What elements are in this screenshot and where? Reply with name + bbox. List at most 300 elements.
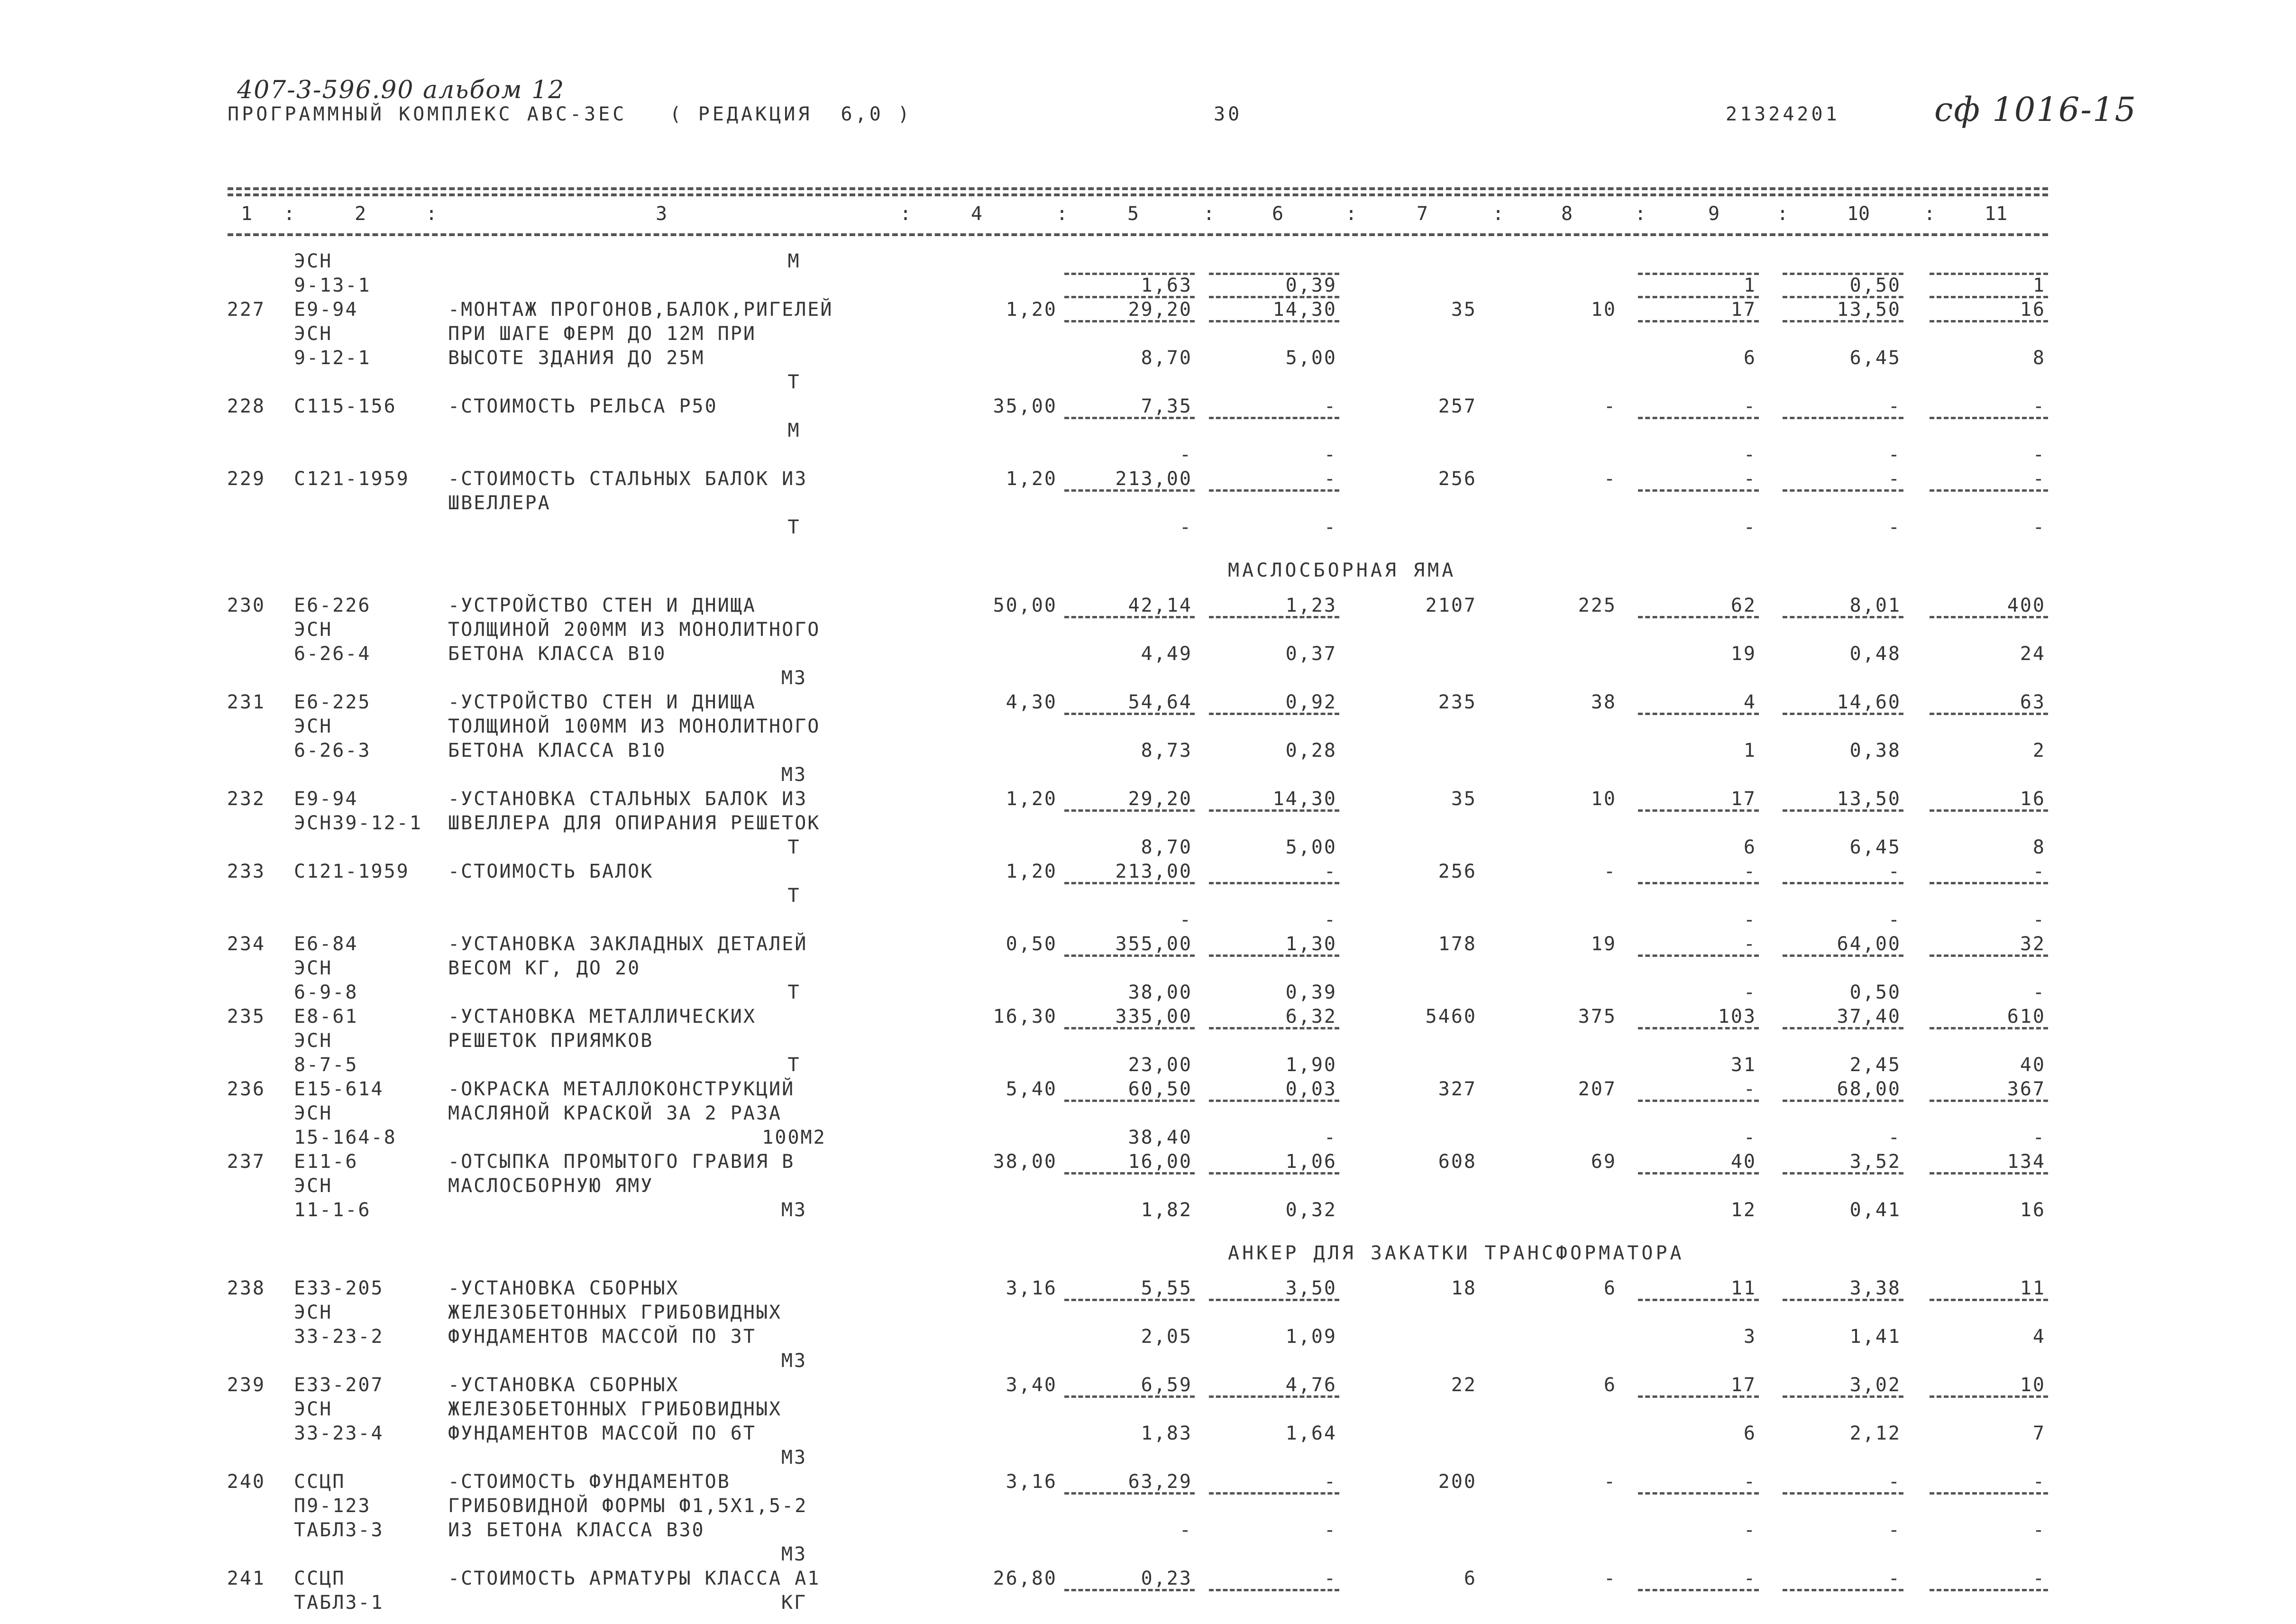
cell-c2: 8-7-5 xyxy=(294,1054,358,1076)
cell-c2: 6-26-4 xyxy=(294,643,371,665)
cell-c2: С115-156 xyxy=(294,395,397,417)
cell-c3: ШВЕЛЛЕРА ДЛЯ ОПИРАНИЯ РЕШЕТОК xyxy=(448,812,821,834)
cell-u: М3 xyxy=(781,1350,807,1372)
cell-c7: 200 xyxy=(1438,1471,1477,1493)
cell-c6: 6,32 xyxy=(1285,1006,1337,1028)
cell-c9: - xyxy=(1743,1078,1756,1100)
cell-c4: 5,40 xyxy=(1006,1078,1057,1100)
cell-n: 227 xyxy=(227,299,265,321)
underline-col6 xyxy=(1209,417,1339,419)
cell-c6: 0,32 xyxy=(1285,1199,1337,1221)
cell-c6: - xyxy=(1324,395,1337,417)
column-separator: : xyxy=(1634,203,1647,225)
cell-c6: 0,39 xyxy=(1285,982,1337,1003)
cell-c6: - xyxy=(1324,444,1337,466)
cell-c4: 4,30 xyxy=(1006,691,1057,713)
underline-col6 xyxy=(1209,1100,1339,1102)
cell-c3: -СТОИМОСТЬ РЕЛЬСА Р50 xyxy=(448,395,718,417)
cell-c11: 16 xyxy=(2020,788,2046,810)
cell-u: М3 xyxy=(781,667,807,689)
column-header-4: 4 xyxy=(970,203,983,225)
cell-c6: 0,92 xyxy=(1285,691,1337,713)
column-separator: : xyxy=(425,203,438,225)
cell-c11: - xyxy=(2032,444,2046,466)
cell-c7: 2107 xyxy=(1425,595,1477,616)
underline-col11 xyxy=(1930,1100,2048,1102)
cell-c9: 17 xyxy=(1730,299,1756,321)
cell-c3: -СТОИМОСТЬ ФУНДАМЕНТОВ xyxy=(448,1471,731,1493)
cell-c8: 207 xyxy=(1578,1078,1617,1100)
underline-col9 xyxy=(1638,882,1759,884)
underline-col9 xyxy=(1638,1027,1759,1029)
cell-c7: 35 xyxy=(1451,788,1477,810)
column-header-8: 8 xyxy=(1561,203,1573,225)
cell-c10: - xyxy=(1888,1519,1901,1541)
cell-c10: - xyxy=(1888,1127,1901,1148)
underline-col6 xyxy=(1209,1299,1339,1301)
column-header-5: 5 xyxy=(1127,203,1139,225)
cell-c3: -УСТРОЙСТВО СТЕН И ДНИЩА xyxy=(448,595,756,616)
handwritten-code: сф 1016-15 xyxy=(1934,90,2137,129)
cell-c11: - xyxy=(2032,1127,2046,1148)
cell-c10: 0,50 xyxy=(1849,275,1901,296)
cell-c6: 1,06 xyxy=(1285,1151,1337,1173)
cell-c3: ПРИ ШАГЕ ФЕРМ ДО 12М ПРИ xyxy=(448,323,756,345)
column-header-10: 10 xyxy=(1847,203,1870,225)
cell-n: 237 xyxy=(227,1151,265,1173)
cell-c4: 26,80 xyxy=(993,1568,1057,1589)
cell-c7: 257 xyxy=(1438,395,1477,417)
cell-c3: ФУНДАМЕНТОВ МАССОЙ ПО 3Т xyxy=(448,1326,756,1348)
cell-c8: 38 xyxy=(1591,691,1617,713)
cell-c9: 4 xyxy=(1743,691,1756,713)
cell-c9: 19 xyxy=(1730,643,1756,665)
cell-c5: 38,40 xyxy=(1128,1127,1192,1148)
cell-c8: 19 xyxy=(1591,933,1617,955)
cell-c9: - xyxy=(1743,516,1756,538)
cell-u: М xyxy=(787,250,801,272)
cell-c9: - xyxy=(1743,1568,1756,1589)
cell-c3: ЖЕЛЕЗОБЕТОННЫХ ГРИБОВИДНЫХ xyxy=(448,1302,782,1323)
cell-c9: 17 xyxy=(1730,788,1756,810)
underline-col11 xyxy=(1930,1027,2048,1029)
cell-c10: 6,45 xyxy=(1849,836,1901,858)
underline-col6 xyxy=(1209,954,1339,957)
cell-c6: - xyxy=(1324,468,1337,490)
underline-col9 xyxy=(1638,616,1759,618)
cell-c2: С121-1959 xyxy=(294,861,410,882)
cell-c9: 1 xyxy=(1743,275,1756,296)
cell-c6: - xyxy=(1324,1471,1337,1493)
cell-n: 238 xyxy=(227,1277,265,1299)
cell-c10: - xyxy=(1888,1568,1901,1589)
cell-c2: Е9-94 xyxy=(294,788,358,810)
underline-col10 xyxy=(1783,1027,1903,1029)
cell-c8: 6 xyxy=(1603,1374,1617,1396)
underline-col5 xyxy=(1064,320,1195,322)
cell-c9: 17 xyxy=(1730,1374,1756,1396)
cell-c10: 0,50 xyxy=(1849,982,1901,1003)
cell-c7: 6 xyxy=(1464,1568,1477,1589)
cell-c10: 13,50 xyxy=(1837,299,1901,321)
cell-c5: 54,64 xyxy=(1128,691,1192,713)
cell-c3: -СТОИМОСТЬ АРМАТУРЫ КЛАССА А1 xyxy=(448,1568,821,1589)
cell-c6: 1,23 xyxy=(1285,595,1337,616)
cell-c8: 375 xyxy=(1578,1006,1617,1028)
cell-c11: 10 xyxy=(2020,1374,2046,1396)
column-header-2: 2 xyxy=(354,203,366,225)
cell-c4: 3,16 xyxy=(1006,1277,1057,1299)
underline-col9 xyxy=(1638,954,1759,957)
cell-u: Т xyxy=(787,516,801,538)
cell-c5: 29,20 xyxy=(1128,299,1192,321)
underline-col5 xyxy=(1064,1100,1195,1102)
underline-col10 xyxy=(1783,1100,1903,1102)
underline-col5 xyxy=(1064,1492,1195,1495)
cell-c7: 18 xyxy=(1451,1277,1477,1299)
underline-col9 xyxy=(1638,1100,1759,1102)
cell-c11: - xyxy=(2032,516,2046,538)
underline-col9 xyxy=(1638,713,1759,715)
cell-u: 100М2 xyxy=(762,1127,826,1148)
cell-c10: - xyxy=(1888,516,1901,538)
underline-col5 xyxy=(1064,296,1195,298)
cell-c2: 6-26-3 xyxy=(294,740,371,762)
cell-c2: 9-12-1 xyxy=(294,347,371,369)
cell-c6: - xyxy=(1324,1127,1337,1148)
underline-col6 xyxy=(1209,1395,1339,1398)
underline-col10 xyxy=(1783,296,1903,298)
cell-c11: - xyxy=(2032,1568,2046,1589)
cell-n: 231 xyxy=(227,691,265,713)
cell-c5: 8,73 xyxy=(1141,740,1192,762)
cell-c5: 213,00 xyxy=(1115,468,1192,490)
cell-n: 241 xyxy=(227,1568,265,1589)
cell-c5: 38,00 xyxy=(1128,982,1192,1003)
cell-c2: 11-1-6 xyxy=(294,1199,371,1221)
cell-c2: ЭСН39-12-1 xyxy=(294,812,422,834)
cell-c7: 35 xyxy=(1451,299,1477,321)
underline-col5 xyxy=(1064,713,1195,715)
cell-c2: ЭСН xyxy=(294,250,333,272)
cell-c2: ССЦП xyxy=(294,1568,346,1589)
cell-c5: - xyxy=(1179,516,1192,538)
cell-c2: ЭСН xyxy=(294,1302,333,1323)
underline-col9 xyxy=(1638,296,1759,298)
cell-c3: МАСЛОСБОРНУЮ ЯМУ xyxy=(448,1175,654,1197)
cell-c6: 3,50 xyxy=(1285,1277,1337,1299)
cell-c3: -УСТАНОВКА СБОРНЫХ xyxy=(448,1277,679,1299)
cell-c9: 6 xyxy=(1743,1422,1756,1444)
cell-c11: - xyxy=(2032,1519,2046,1541)
cell-c5: 60,50 xyxy=(1128,1078,1192,1100)
underline-col10 xyxy=(1783,713,1903,715)
cell-c8: - xyxy=(1603,1568,1617,1589)
cell-c2: ССЦП xyxy=(294,1471,346,1493)
cell-c5: 355,00 xyxy=(1115,933,1192,955)
cell-c6: 1,90 xyxy=(1285,1054,1337,1076)
cell-c5: 0,23 xyxy=(1141,1568,1192,1589)
underline-col11 xyxy=(1930,809,2048,812)
cell-c10: - xyxy=(1888,395,1901,417)
column-separator: : xyxy=(1492,203,1504,225)
column-separator: : xyxy=(1345,203,1357,225)
cell-c4: 1,20 xyxy=(1006,468,1057,490)
cell-c6: 1,09 xyxy=(1285,1326,1337,1348)
underline-col11 xyxy=(1930,1395,2048,1398)
cell-c7: 178 xyxy=(1438,933,1477,955)
cell-c11: - xyxy=(2032,1471,2046,1493)
cell-c9: 12 xyxy=(1730,1199,1756,1221)
cell-c3: -УСТАНОВКА МЕТАЛЛИЧЕСКИХ xyxy=(448,1006,756,1028)
header-bottom-rule xyxy=(228,233,2048,236)
cell-c11: 7 xyxy=(2032,1422,2046,1444)
cell-c5: 7,35 xyxy=(1141,395,1192,417)
cell-c3: -МОНТАЖ ПРОГОНОВ,БАЛОК,РИГЕЛЕЙ xyxy=(448,299,833,321)
cell-c9: 103 xyxy=(1718,1006,1756,1028)
cell-c3: ВЕСОМ КГ, ДО 20 xyxy=(448,957,641,979)
cell-c5: 1,83 xyxy=(1141,1422,1192,1444)
cell-c2: ЭСН xyxy=(294,1030,333,1052)
cell-c11: 32 xyxy=(2020,933,2046,955)
underline-col10 xyxy=(1783,809,1903,812)
cell-n: 229 xyxy=(227,468,265,490)
underline-col10 xyxy=(1783,1492,1903,1495)
cell-c5: 4,49 xyxy=(1141,643,1192,665)
cell-c2: Е9-94 xyxy=(294,299,358,321)
underline-col11 xyxy=(1930,296,2048,298)
underline-col6 xyxy=(1209,713,1339,715)
column-separator: : xyxy=(1056,203,1068,225)
cell-n: 236 xyxy=(227,1078,265,1100)
cell-c2: ТАБЛ3-3 xyxy=(294,1519,384,1541)
underline-col11 xyxy=(1930,616,2048,618)
underline-col9 xyxy=(1638,1395,1759,1398)
cell-c5: 5,55 xyxy=(1141,1277,1192,1299)
cell-c11: 16 xyxy=(2020,1199,2046,1221)
cell-u: М3 xyxy=(781,1543,807,1565)
cell-c9: - xyxy=(1743,982,1756,1003)
cell-c4: 1,20 xyxy=(1006,299,1057,321)
cell-n: 240 xyxy=(227,1471,265,1493)
cell-c10: - xyxy=(1888,1471,1901,1493)
cell-u: Т xyxy=(787,885,801,907)
cell-n: 235 xyxy=(227,1006,265,1028)
program-title: ПРОГРАММНЫЙ КОМПЛЕКС АВС-3ЕС ( РЕДАКЦИЯ 6,0 ) xyxy=(228,103,912,125)
cell-c7: 22 xyxy=(1451,1374,1477,1396)
cell-c11: 1 xyxy=(2032,275,2046,296)
underline-col6 xyxy=(1209,1027,1339,1029)
cell-c2: Е6-226 xyxy=(294,595,371,616)
underline-col10 xyxy=(1783,273,1903,275)
column-header-11: 11 xyxy=(1984,203,2008,225)
cell-n: 233 xyxy=(227,861,265,882)
cell-c9: 31 xyxy=(1730,1054,1756,1076)
cell-c3: -СТОИМОСТЬ СТАЛЬНЫХ БАЛОК ИЗ xyxy=(448,468,808,490)
cell-c11: 367 xyxy=(2007,1078,2046,1100)
cell-u: Т xyxy=(787,982,801,1003)
cell-c10: 3,02 xyxy=(1849,1374,1901,1396)
cell-c4: 1,20 xyxy=(1006,788,1057,810)
table-top-rule xyxy=(228,187,2048,190)
cell-c11: 2 xyxy=(2032,740,2046,762)
cell-c10: - xyxy=(1888,909,1901,931)
cell-c11: 400 xyxy=(2007,595,2046,616)
underline-col6 xyxy=(1209,616,1339,618)
cell-c3: БЕТОНА КЛАССА В10 xyxy=(448,740,667,762)
cell-c5: 29,20 xyxy=(1128,788,1192,810)
cell-c10: 2,45 xyxy=(1849,1054,1901,1076)
underline-col11 xyxy=(1930,273,2048,275)
underline-col6 xyxy=(1209,1492,1339,1495)
cell-c11: - xyxy=(2032,909,2046,931)
section-heading: МАСЛОСБОРНАЯ ЯМА xyxy=(1228,560,1456,581)
cell-c2: П9-123 xyxy=(294,1495,371,1517)
cell-c9: 6 xyxy=(1743,836,1756,858)
cell-c10: 14,60 xyxy=(1837,691,1901,713)
document-code: 21324201 xyxy=(1726,103,1840,125)
cell-c8: 10 xyxy=(1591,788,1617,810)
cell-c5: 1,82 xyxy=(1141,1199,1192,1221)
cell-c10: - xyxy=(1888,861,1901,882)
cell-c4: 16,30 xyxy=(993,1006,1057,1028)
cell-c5: - xyxy=(1179,1519,1192,1541)
underline-col5 xyxy=(1064,1299,1195,1301)
cell-c6: 0,03 xyxy=(1285,1078,1337,1100)
cell-c7: 5460 xyxy=(1425,1006,1477,1028)
cell-c11: 610 xyxy=(2007,1006,2046,1028)
cell-c6: 14,30 xyxy=(1272,788,1337,810)
cell-c4: 50,00 xyxy=(993,595,1057,616)
cell-c2: 9-13-1 xyxy=(294,275,371,296)
underline-col6 xyxy=(1209,296,1339,298)
cell-c5: 42,14 xyxy=(1128,595,1192,616)
underline-col6 xyxy=(1209,273,1339,275)
cell-c6: - xyxy=(1324,1568,1337,1589)
underline-col9 xyxy=(1638,489,1759,492)
cell-c3: ЖЕЛЕЗОБЕТОННЫХ ГРИБОВИДНЫХ xyxy=(448,1398,782,1420)
cell-c8: - xyxy=(1603,861,1617,882)
cell-c6: 4,76 xyxy=(1285,1374,1337,1396)
cell-c2: 33-23-4 xyxy=(294,1422,384,1444)
cell-c10: 3,52 xyxy=(1849,1151,1901,1173)
cell-c8: - xyxy=(1603,468,1617,490)
underline-col10 xyxy=(1783,417,1903,419)
underline-col9 xyxy=(1638,417,1759,419)
underline-col10 xyxy=(1783,1172,1903,1174)
cell-c10: - xyxy=(1888,468,1901,490)
cell-c6: 1,64 xyxy=(1285,1422,1337,1444)
cell-c2: ТАБЛ3-1 xyxy=(294,1592,384,1614)
cell-c2: Е6-225 xyxy=(294,691,371,713)
cell-c4: 0,50 xyxy=(1006,933,1057,955)
underline-col5 xyxy=(1064,616,1195,618)
cell-n: 228 xyxy=(227,395,265,417)
cell-u: Т xyxy=(787,836,801,858)
underline-col10 xyxy=(1783,616,1903,618)
underline-col9 xyxy=(1638,1299,1759,1301)
cell-c3: ТОЛЩИНОЙ 200ММ ИЗ МОНОЛИТНОГО xyxy=(448,619,821,641)
underline-col5 xyxy=(1064,882,1195,884)
cell-c6: - xyxy=(1324,516,1337,538)
cell-c3: -УСТРОЙСТВО СТЕН И ДНИЩА xyxy=(448,691,756,713)
cell-c5: 16,00 xyxy=(1128,1151,1192,1173)
section-heading: АНКЕР ДЛЯ ЗАКАТКИ ТРАНСФОРМАТОРА xyxy=(1228,1242,1684,1264)
underline-col6 xyxy=(1209,320,1339,322)
cell-u: М3 xyxy=(781,1199,807,1221)
cell-c6: 14,30 xyxy=(1272,299,1337,321)
cell-c11: 134 xyxy=(2007,1151,2046,1173)
cell-u: Т xyxy=(787,371,801,393)
underline-col5 xyxy=(1064,417,1195,419)
cell-c8: 10 xyxy=(1591,299,1617,321)
cell-c2: Е8-61 xyxy=(294,1006,358,1028)
cell-c3: -ОКРАСКА МЕТАЛЛОКОНСТРУКЦИЙ xyxy=(448,1078,795,1100)
cell-c11: 63 xyxy=(2020,691,2046,713)
underline-col6 xyxy=(1209,1589,1339,1591)
cell-c8: 69 xyxy=(1591,1151,1617,1173)
underline-col11 xyxy=(1930,1492,2048,1495)
cell-c11: - xyxy=(2032,468,2046,490)
cell-c3: ВЫСОТЕ ЗДАНИЯ ДО 25М xyxy=(448,347,705,369)
cell-c9: 6 xyxy=(1743,347,1756,369)
cell-c2: ЭСН xyxy=(294,1398,333,1420)
cell-c10: 0,48 xyxy=(1849,643,1901,665)
cell-c3: -УСТАНОВКА СБОРНЫХ xyxy=(448,1374,679,1396)
cell-c5: 1,63 xyxy=(1141,275,1192,296)
cell-c9: - xyxy=(1743,1471,1756,1493)
cell-c3: ГРИБОВИДНОЙ ФОРМЫ Ф1,5Х1,5-2 xyxy=(448,1495,808,1517)
underline-col10 xyxy=(1783,1589,1903,1591)
cell-c5: 63,29 xyxy=(1128,1471,1192,1493)
cell-u: Т xyxy=(787,1054,801,1076)
cell-c6: - xyxy=(1324,1519,1337,1541)
underline-col5 xyxy=(1064,1027,1195,1029)
cell-c9: - xyxy=(1743,444,1756,466)
cell-c9: 3 xyxy=(1743,1326,1756,1348)
underline-col9 xyxy=(1638,1589,1759,1591)
cell-c2: Е33-205 xyxy=(294,1277,384,1299)
cell-c3: -УСТАНОВКА ЗАКЛАДНЫХ ДЕТАЛЕЙ xyxy=(448,933,808,955)
cell-c8: 6 xyxy=(1603,1277,1617,1299)
cell-c7: 235 xyxy=(1438,691,1477,713)
cell-c5: 6,59 xyxy=(1141,1374,1192,1396)
cell-c6: 5,00 xyxy=(1285,347,1337,369)
cell-c2: ЭСН xyxy=(294,1175,333,1197)
cell-c5: 2,05 xyxy=(1141,1326,1192,1348)
column-separator: : xyxy=(283,203,295,225)
cell-c4: 38,00 xyxy=(993,1151,1057,1173)
underline-col6 xyxy=(1209,1172,1339,1174)
column-separator: : xyxy=(899,203,912,225)
underline-col10 xyxy=(1783,882,1903,884)
cell-c10: 0,41 xyxy=(1849,1199,1901,1221)
cell-c4: 1,20 xyxy=(1006,861,1057,882)
cell-c11: - xyxy=(2032,861,2046,882)
cell-c3: ШВЕЛЛЕРА xyxy=(448,492,551,514)
cell-c2: ЭСН xyxy=(294,323,333,345)
cell-c7: 608 xyxy=(1438,1151,1477,1173)
underline-col5 xyxy=(1064,1172,1195,1174)
cell-n: 230 xyxy=(227,595,265,616)
underline-col5 xyxy=(1064,809,1195,812)
column-header-1: 1 xyxy=(240,203,253,225)
cell-c10: 0,38 xyxy=(1849,740,1901,762)
cell-c2: 33-23-2 xyxy=(294,1326,384,1348)
cell-c7: 327 xyxy=(1438,1078,1477,1100)
cell-c5: - xyxy=(1179,909,1192,931)
cell-c11: 4 xyxy=(2032,1326,2046,1348)
